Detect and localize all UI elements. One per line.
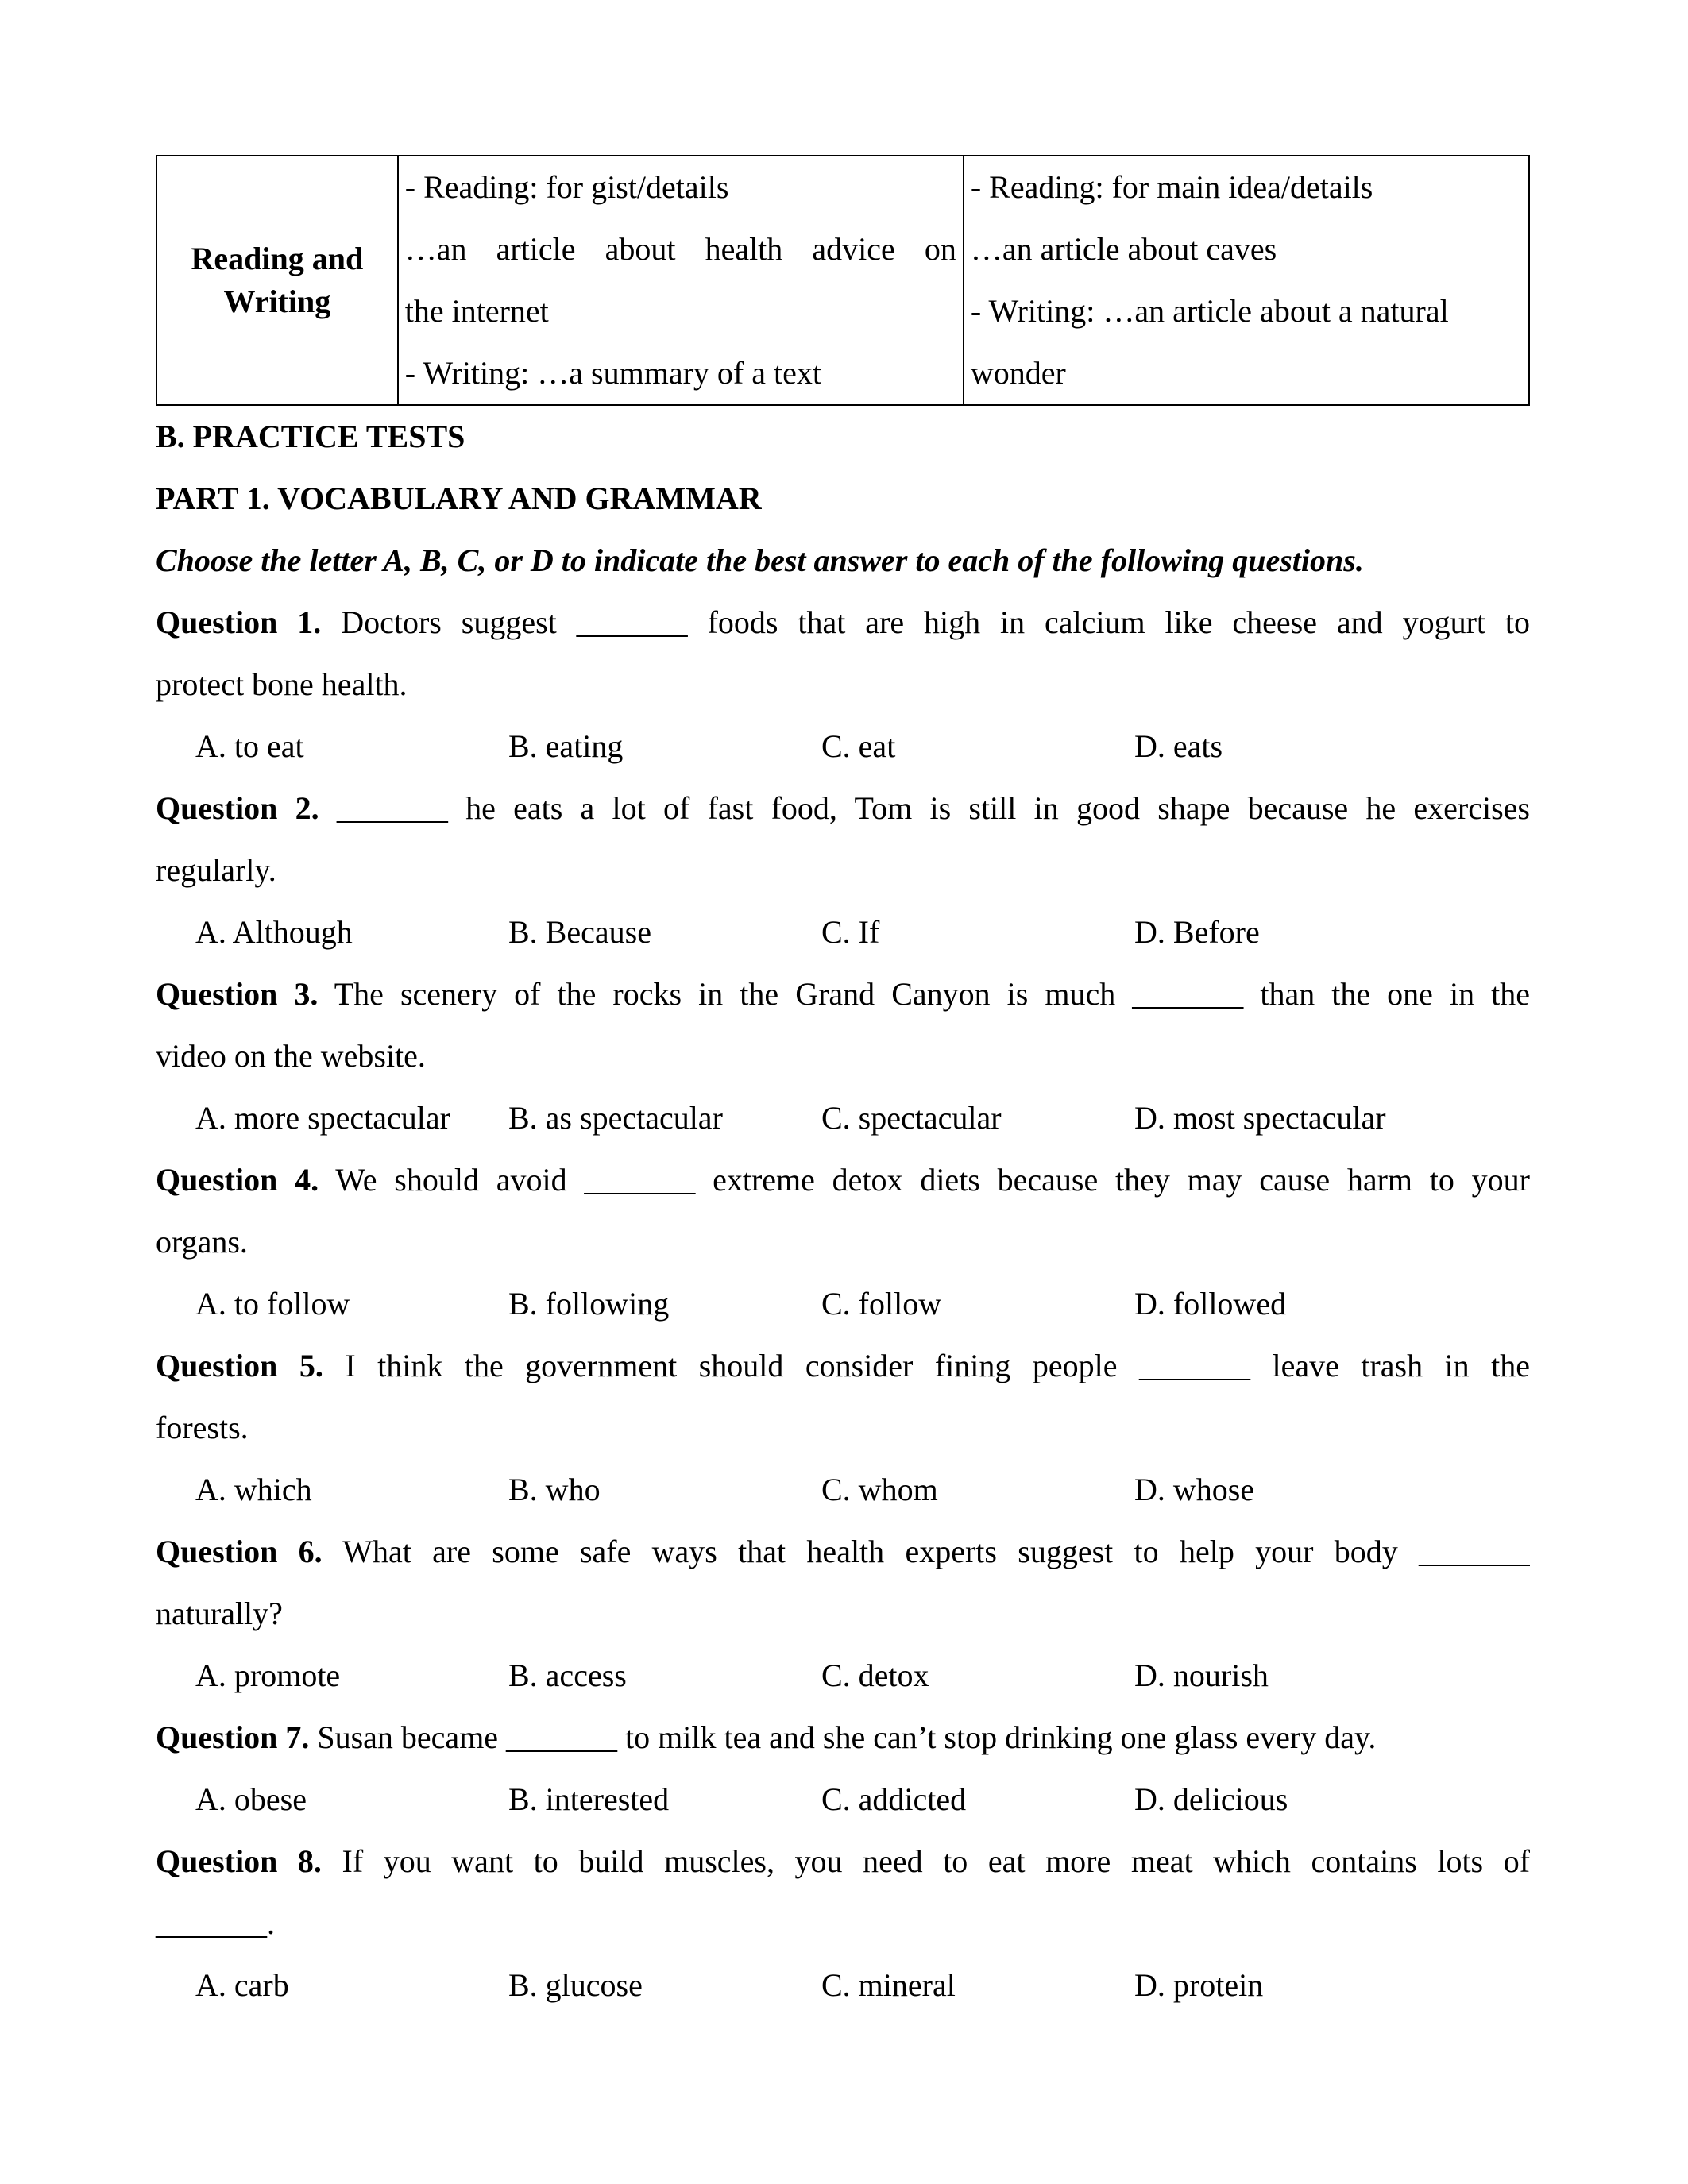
unit-a-line: - Writing: …a summary of a text bbox=[404, 355, 821, 391]
unit-b-line: …an article about caves bbox=[970, 231, 1277, 267]
option-a: A. obese bbox=[195, 1781, 307, 1817]
question-stem bbox=[156, 1521, 1530, 1583]
option-c: C. addicted bbox=[821, 1781, 967, 1817]
option-d: D. protein bbox=[1134, 1967, 1264, 2003]
unit-a-cell bbox=[398, 156, 964, 405]
question-stem bbox=[156, 778, 1530, 839]
page bbox=[156, 155, 1530, 2016]
question-text: Susan became _______ to milk tea and she can’t stop drinking one glass every day. bbox=[317, 1719, 1377, 1755]
question-stem bbox=[156, 1707, 1530, 1769]
option-d: D. Before bbox=[1134, 914, 1260, 950]
option-a: A. promote bbox=[195, 1657, 341, 1693]
question-label: Question 4. bbox=[156, 1162, 319, 1198]
option-d: D. eats bbox=[1134, 728, 1223, 764]
question-text-continued: forests. bbox=[156, 1410, 249, 1445]
unit-b-line: - Reading: for main idea/details bbox=[970, 169, 1373, 205]
option-c: C. whom bbox=[821, 1472, 938, 1507]
answer-options bbox=[156, 901, 1530, 963]
question-list bbox=[156, 592, 1530, 2016]
question-6 bbox=[156, 1521, 1530, 1707]
option-b: B. eating bbox=[508, 728, 624, 764]
answer-options bbox=[156, 1769, 1530, 1831]
unit-a-line: …an article about health advice on bbox=[404, 231, 956, 267]
option-c: C. spectacular bbox=[821, 1100, 1002, 1136]
answer-options bbox=[156, 1645, 1530, 1707]
skill-cell bbox=[156, 156, 398, 405]
instruction: Choose the letter A, B, C, or D to indicate the best answer to each of the following questions. bbox=[156, 542, 1364, 578]
answer-options bbox=[156, 1273, 1530, 1335]
option-a: A. carb bbox=[195, 1967, 289, 2003]
option-c: C. detox bbox=[821, 1657, 929, 1693]
option-b: B. who bbox=[508, 1472, 601, 1507]
unit-a-line: the internet bbox=[404, 293, 549, 329]
question-text-continued: video on the website. bbox=[156, 1038, 426, 1074]
option-c: C. follow bbox=[821, 1286, 942, 1322]
question-text: If you want to build muscles, you need to eat more meat which contains lots of bbox=[342, 1843, 1530, 1879]
question-label: Question 7. bbox=[156, 1719, 310, 1755]
question-text-continued: naturally? bbox=[156, 1596, 283, 1631]
option-b: B. interested bbox=[508, 1781, 670, 1817]
question-5 bbox=[156, 1335, 1530, 1521]
question-label: Question 2. bbox=[156, 790, 319, 826]
unit-b-cell bbox=[964, 156, 1529, 405]
option-a: A. Although bbox=[195, 914, 353, 950]
question-stem bbox=[156, 1335, 1530, 1397]
table-row bbox=[156, 156, 1529, 405]
question-2 bbox=[156, 778, 1530, 963]
option-c: C. If bbox=[821, 914, 880, 950]
question-label: Question 5. bbox=[156, 1348, 323, 1383]
unit-b-line: - Writing: …an article about a natural bbox=[970, 293, 1449, 329]
option-b: B. glucose bbox=[508, 1967, 643, 2003]
option-c: C. eat bbox=[821, 728, 896, 764]
option-d: D. followed bbox=[1134, 1286, 1287, 1322]
question-text: We should avoid _______ extreme detox diets because they may cause harm to your bbox=[335, 1162, 1530, 1198]
question-label: Question 6. bbox=[156, 1534, 323, 1569]
question-stem bbox=[156, 592, 1530, 654]
question-7 bbox=[156, 1707, 1530, 1831]
option-b: B. following bbox=[508, 1286, 670, 1322]
question-text: The scenery of the rocks in the Grand Canyon is much _______ than the one in the bbox=[334, 976, 1530, 1012]
question-label: Question 3. bbox=[156, 976, 319, 1012]
part-title: PART 1. VOCABULARY AND GRAMMAR bbox=[156, 480, 762, 516]
question-4 bbox=[156, 1149, 1530, 1335]
option-b: B. as spectacular bbox=[508, 1100, 723, 1136]
option-d: D. most spectacular bbox=[1134, 1100, 1386, 1136]
option-d: D. delicious bbox=[1134, 1781, 1288, 1817]
question-text: What are some safe ways that health experts suggest to help your body _______ bbox=[342, 1534, 1530, 1569]
question-text-continued: organs. bbox=[156, 1224, 248, 1260]
option-b: B. access bbox=[508, 1657, 627, 1693]
question-label: Question 1. bbox=[156, 604, 322, 640]
question-text: _______ he eats a lot of fast food, Tom is still in good shape because he exercises bbox=[336, 790, 1530, 826]
section-title: B. PRACTICE TESTS bbox=[156, 419, 465, 454]
answer-options bbox=[156, 1954, 1530, 2016]
question-stem bbox=[156, 963, 1530, 1025]
question-1 bbox=[156, 592, 1530, 778]
question-text: I think the government should consider fining people _______ leave trash in the bbox=[345, 1348, 1530, 1383]
option-a: A. more spectacular bbox=[195, 1100, 450, 1136]
question-stem bbox=[156, 1149, 1530, 1211]
question-text-continued: _______. bbox=[156, 1905, 275, 1941]
option-c: C. mineral bbox=[821, 1967, 956, 2003]
option-d: D. nourish bbox=[1134, 1657, 1269, 1693]
option-a: A. to follow bbox=[195, 1286, 350, 1322]
question-stem bbox=[156, 1831, 1530, 1893]
option-d: D. whose bbox=[1134, 1472, 1255, 1507]
option-a: A. to eat bbox=[195, 728, 304, 764]
question-text-continued: regularly. bbox=[156, 852, 276, 888]
unit-b-line: wonder bbox=[970, 355, 1066, 391]
question-3 bbox=[156, 963, 1530, 1149]
question-text: Doctors suggest _______ foods that are high in calcium like cheese and yogurt to bbox=[341, 604, 1530, 640]
answer-options bbox=[156, 716, 1530, 778]
option-a: A. which bbox=[195, 1472, 312, 1507]
answer-options bbox=[156, 1087, 1530, 1149]
question-text-continued: protect bone health. bbox=[156, 666, 408, 702]
unit-a-line: - Reading: for gist/details bbox=[404, 169, 729, 205]
skill-label-line-1: Reading and bbox=[191, 241, 364, 276]
skills-table bbox=[156, 155, 1530, 406]
option-b: B. Because bbox=[508, 914, 651, 950]
question-label: Question 8. bbox=[156, 1843, 322, 1879]
answer-options bbox=[156, 1459, 1530, 1521]
skill-label-line-2: Writing bbox=[223, 284, 331, 319]
question-8 bbox=[156, 1831, 1530, 2016]
